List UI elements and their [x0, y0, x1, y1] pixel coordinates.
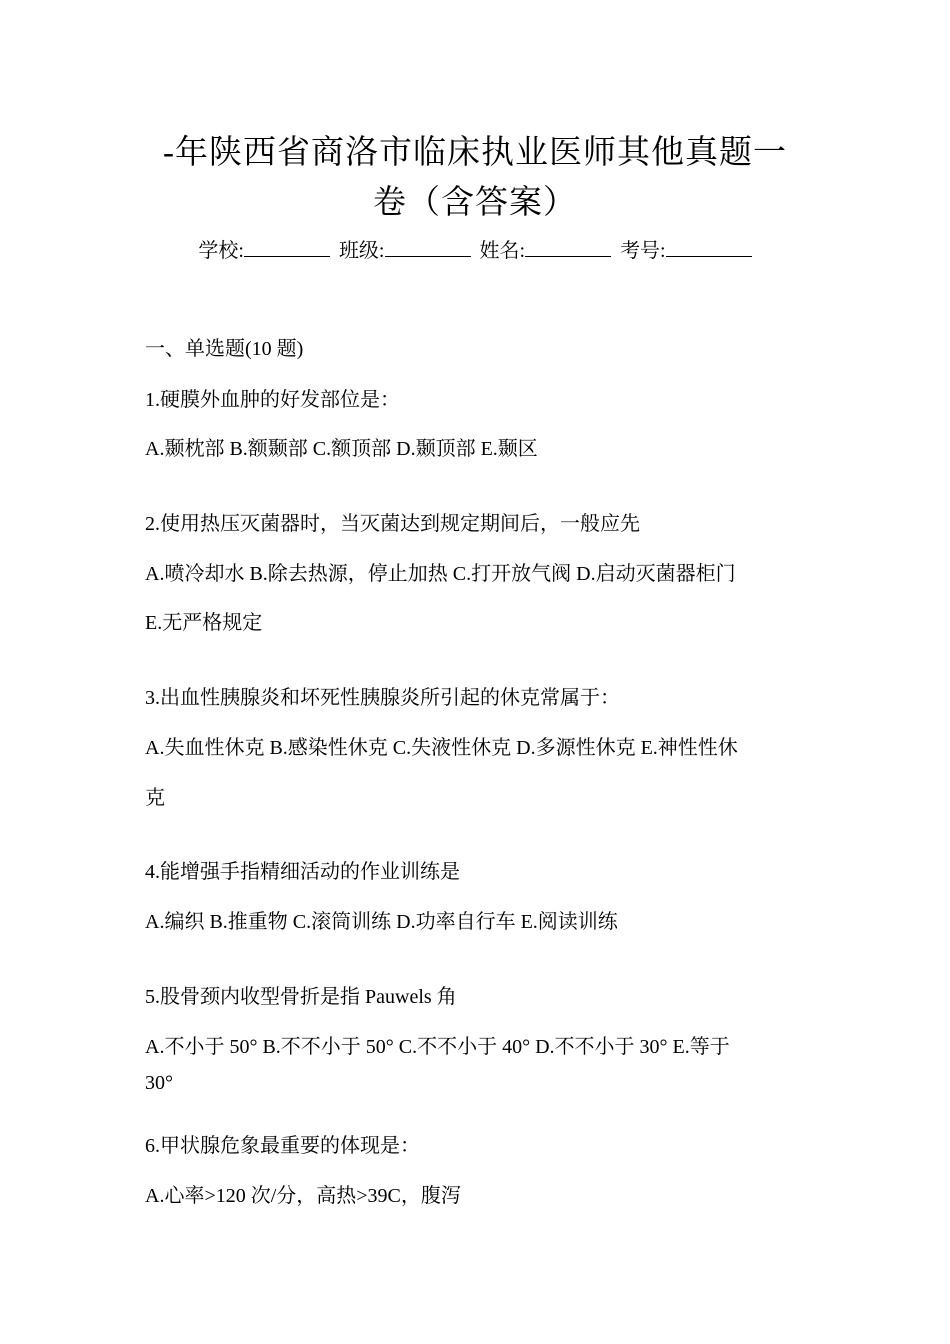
exam-number-label: 考号: — [620, 240, 666, 262]
question-5-options-cont: 30° — [145, 1072, 173, 1094]
exam-number-field — [620, 236, 752, 266]
name-label: 姓名: — [479, 240, 526, 262]
question-5-options: A.不小于 50° B.不不小于 50° C.不不小于 40° D.不不小于 30° E.等于 — [145, 1036, 730, 1058]
question-6-stem: 6.甲状腺危象最重要的体现是： — [145, 1135, 420, 1157]
question-3-stem: 3.出血性胰腺炎和坏死性胰腺炎所引起的休克常属于： — [145, 687, 620, 709]
school-label: 学校: — [198, 240, 244, 262]
question-2-stem: 2.使用热压灭菌器时，当灭菌达到规定期间后，一般应先 — [145, 513, 640, 535]
question-2-options-cont: E.无严格规定 — [145, 612, 263, 634]
section-heading: 一、单选题(10 题) — [145, 338, 304, 360]
question-2-options: A.喷冷却水 B.除去热源，停止加热 C.打开放气阀 D.启动灭菌器柜门 — [145, 563, 736, 585]
class-field — [339, 236, 471, 266]
school-blank — [244, 236, 330, 257]
question-1-options: A.颞枕部 B.额颞部 C.额顶部 D.颞顶部 E.颞区 — [145, 438, 538, 460]
question-1-stem: 1.硬膜外血肿的好发部位是： — [145, 389, 400, 411]
question-3-options: A.失血性休克 B.感染性休克 C.失液性休克 D.多源性休克 E.神性性休 — [145, 737, 738, 759]
exam-number-blank — [666, 236, 752, 257]
class-label: 班级: — [338, 240, 385, 262]
name-field — [480, 236, 612, 266]
name-blank — [525, 236, 611, 257]
question-3-options-cont: 克 — [145, 787, 165, 809]
document-title-line-1: -年陕西省商洛市临床执业医师其他真题一 — [163, 135, 787, 171]
class-blank — [385, 236, 471, 257]
question-6-options: A.心率>120 次/分，高热>39C，腹泻 — [145, 1185, 461, 1207]
question-5-stem: 5.股骨颈内收型骨折是指 Pauwels 角 — [145, 986, 457, 1008]
question-4-stem: 4.能增强手指精细活动的作业训练是 — [145, 861, 460, 883]
question-4-options: A.编织 B.推重物 C.滚筒训练 D.功率自行车 E.阅读训练 — [145, 911, 618, 933]
school-field — [198, 236, 330, 266]
student-info-line — [0, 236, 950, 266]
document-title-line-2: 卷（含答案） — [373, 185, 577, 221]
